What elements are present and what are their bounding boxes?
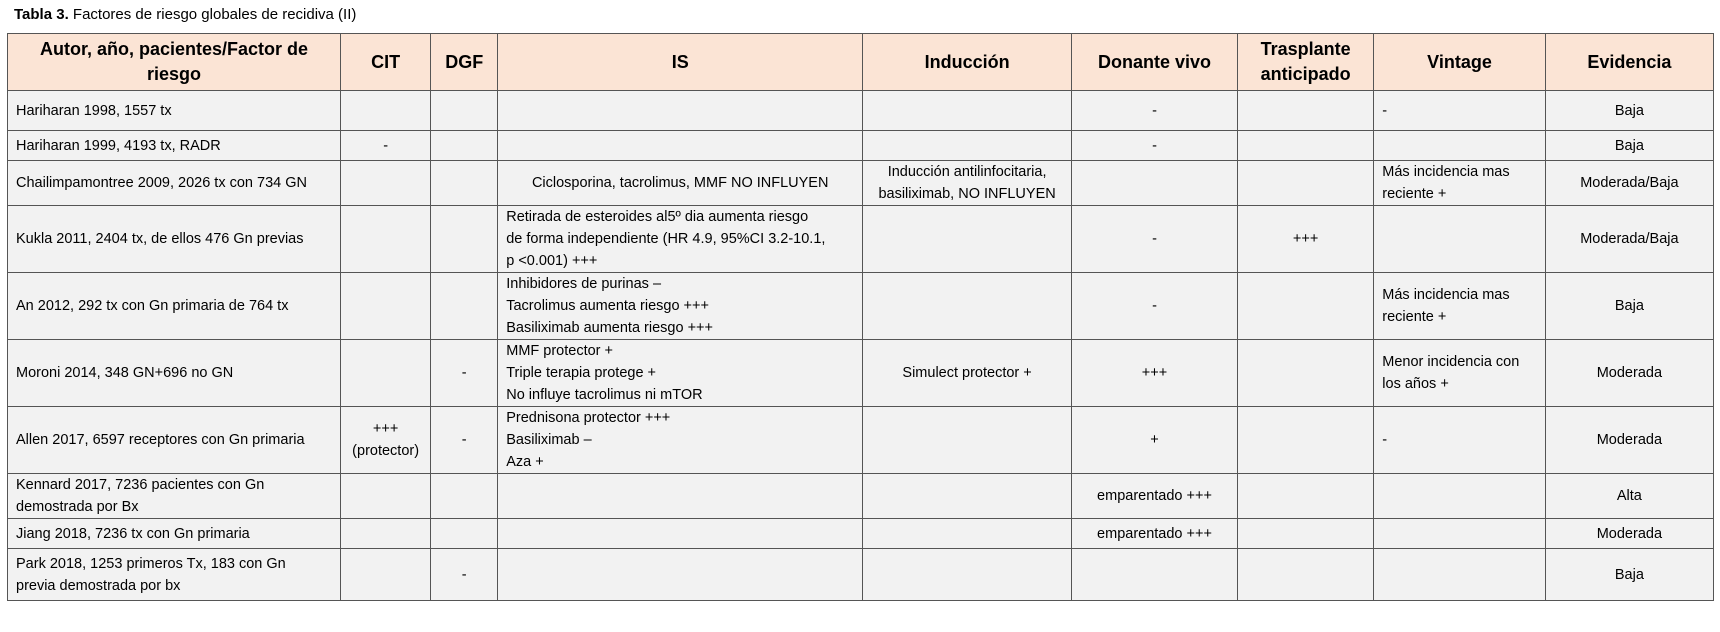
cell-trasplante-anticipado xyxy=(1237,519,1373,549)
cell-vintage xyxy=(1374,549,1545,601)
cell-evidencia: Moderada xyxy=(1545,407,1713,474)
cell-autor: Jiang 2018, 7236 tx con Gn primaria xyxy=(8,519,341,549)
table-row xyxy=(8,549,1714,601)
cell-vintage: Más incidencia mas reciente + xyxy=(1374,161,1545,206)
cell-cit xyxy=(341,549,431,601)
cell-trasplante-anticipado xyxy=(1237,131,1373,161)
cell-donante-vivo: +++ xyxy=(1072,340,1238,407)
cell-cit xyxy=(341,206,431,273)
cell-autor: Chailimpamontree 2009, 2026 tx con 734 GN xyxy=(8,161,341,206)
cell-cit xyxy=(341,519,431,549)
cell-dgf xyxy=(431,131,498,161)
cell-induccion xyxy=(863,273,1072,340)
table-row xyxy=(8,474,1714,519)
table-row xyxy=(8,91,1714,131)
table-row xyxy=(8,519,1714,549)
cell-is: MMF protector + Triple terapia protege + No influye tacrolimus ni mTOR xyxy=(498,340,863,407)
cell-trasplante-anticipado xyxy=(1237,407,1373,474)
cell-is: Prednisona protector +++ Basiliximab – Aza + xyxy=(498,407,863,474)
table-caption-text: Factores de riesgo globales de recidiva (II) xyxy=(68,6,357,23)
header-evidencia: Evidencia xyxy=(1545,34,1713,91)
cell-vintage xyxy=(1374,131,1545,161)
cell-cit xyxy=(341,273,431,340)
cell-trasplante-anticipado xyxy=(1237,549,1373,601)
cell-is: Retirada de esteroides al5º dia aumenta riesgo de forma independiente (HR 4.9, 95%CI 3.2-10.1, p <0.001) +++ xyxy=(498,206,863,273)
cell-evidencia: Moderada/Baja xyxy=(1545,161,1713,206)
cell-induccion xyxy=(863,474,1072,519)
table-row xyxy=(8,206,1714,273)
cell-autor: Moroni 2014, 348 GN+696 no GN xyxy=(8,340,341,407)
cell-dgf xyxy=(431,161,498,206)
cell-vintage xyxy=(1374,519,1545,549)
cell-evidencia: Baja xyxy=(1545,131,1713,161)
table-row xyxy=(8,131,1714,161)
cell-autor: Park 2018, 1253 primeros Tx, 183 con Gn previa demostrada por bx xyxy=(8,549,341,601)
cell-trasplante-anticipado xyxy=(1237,91,1373,131)
table-row xyxy=(8,273,1714,340)
cell-cit: - xyxy=(341,131,431,161)
cell-induccion xyxy=(863,549,1072,601)
cell-cit xyxy=(341,340,431,407)
cell-is xyxy=(498,549,863,601)
cell-evidencia: Baja xyxy=(1545,91,1713,131)
header-autor: Autor, año, pacientes/Factor de riesgo xyxy=(8,34,341,91)
header-row xyxy=(8,34,1714,91)
cell-donante-vivo: emparentado +++ xyxy=(1072,474,1238,519)
cell-is xyxy=(498,131,863,161)
cell-donante-vivo: + xyxy=(1072,407,1238,474)
cell-trasplante-anticipado xyxy=(1237,474,1373,519)
cell-autor: Kukla 2011, 2404 tx, de ellos 476 Gn previas xyxy=(8,206,341,273)
cell-induccion: Inducción antilinfocitaria, basiliximab, NO INFLUYEN xyxy=(863,161,1072,206)
cell-induccion xyxy=(863,131,1072,161)
cell-is xyxy=(498,474,863,519)
cell-is: Inhibidores de purinas – Tacrolimus aumenta riesgo +++ Basiliximab aumenta riesgo +++ xyxy=(498,273,863,340)
cell-vintage: - xyxy=(1374,407,1545,474)
cell-dgf xyxy=(431,91,498,131)
cell-dgf xyxy=(431,273,498,340)
table-caption xyxy=(14,4,356,26)
header-donante-vivo: Donante vivo xyxy=(1072,34,1238,91)
cell-evidencia: Moderada xyxy=(1545,340,1713,407)
cell-trasplante-anticipado xyxy=(1237,273,1373,340)
cell-induccion xyxy=(863,519,1072,549)
cell-is xyxy=(498,519,863,549)
header-trasplante-anticipado: Trasplante anticipado xyxy=(1237,34,1373,91)
cell-is xyxy=(498,91,863,131)
cell-induccion xyxy=(863,91,1072,131)
table-caption-label: Tabla 3. xyxy=(14,6,69,23)
cell-donante-vivo: - xyxy=(1072,273,1238,340)
cell-induccion xyxy=(863,407,1072,474)
cell-dgf xyxy=(431,206,498,273)
header-induccion: Inducción xyxy=(863,34,1072,91)
cell-donante-vivo: - xyxy=(1072,206,1238,273)
table-row xyxy=(8,407,1714,474)
header-is: IS xyxy=(498,34,863,91)
cell-dgf: - xyxy=(431,340,498,407)
cell-donante-vivo: - xyxy=(1072,131,1238,161)
header-vintage: Vintage xyxy=(1374,34,1545,91)
cell-is: Ciclosporina, tacrolimus, MMF NO INFLUYEN xyxy=(498,161,863,206)
cell-evidencia: Baja xyxy=(1545,549,1713,601)
cell-trasplante-anticipado xyxy=(1237,340,1373,407)
risk-factors-table xyxy=(7,33,1714,601)
cell-dgf xyxy=(431,519,498,549)
table-row xyxy=(8,161,1714,206)
cell-autor: Hariharan 1998, 1557 tx xyxy=(8,91,341,131)
cell-induccion xyxy=(863,206,1072,273)
cell-autor: Hariharan 1999, 4193 tx, RADR xyxy=(8,131,341,161)
cell-dgf xyxy=(431,474,498,519)
cell-cit xyxy=(341,474,431,519)
cell-vintage xyxy=(1374,206,1545,273)
cell-vintage: - xyxy=(1374,91,1545,131)
cell-evidencia: Moderada/Baja xyxy=(1545,206,1713,273)
header-dgf: DGF xyxy=(431,34,498,91)
cell-vintage: Más incidencia mas reciente + xyxy=(1374,273,1545,340)
cell-cit xyxy=(341,161,431,206)
header-cit: CIT xyxy=(341,34,431,91)
cell-cit xyxy=(341,91,431,131)
table-row xyxy=(8,340,1714,407)
cell-donante-vivo xyxy=(1072,549,1238,601)
cell-trasplante-anticipado: +++ xyxy=(1237,206,1373,273)
cell-autor: Allen 2017, 6597 receptores con Gn primaria xyxy=(8,407,341,474)
cell-donante-vivo: emparentado +++ xyxy=(1072,519,1238,549)
cell-trasplante-anticipado xyxy=(1237,161,1373,206)
cell-dgf: - xyxy=(431,407,498,474)
cell-donante-vivo xyxy=(1072,161,1238,206)
cell-vintage xyxy=(1374,474,1545,519)
cell-autor: Kennard 2017, 7236 pacientes con Gn demostrada por Bx xyxy=(8,474,341,519)
cell-evidencia: Baja xyxy=(1545,273,1713,340)
cell-induccion: Simulect protector + xyxy=(863,340,1072,407)
cell-vintage: Menor incidencia con los años + xyxy=(1374,340,1545,407)
cell-autor: An 2012, 292 tx con Gn primaria de 764 tx xyxy=(8,273,341,340)
cell-cit: +++ (protector) xyxy=(341,407,431,474)
cell-dgf: - xyxy=(431,549,498,601)
cell-evidencia: Moderada xyxy=(1545,519,1713,549)
cell-evidencia: Alta xyxy=(1545,474,1713,519)
cell-donante-vivo: - xyxy=(1072,91,1238,131)
